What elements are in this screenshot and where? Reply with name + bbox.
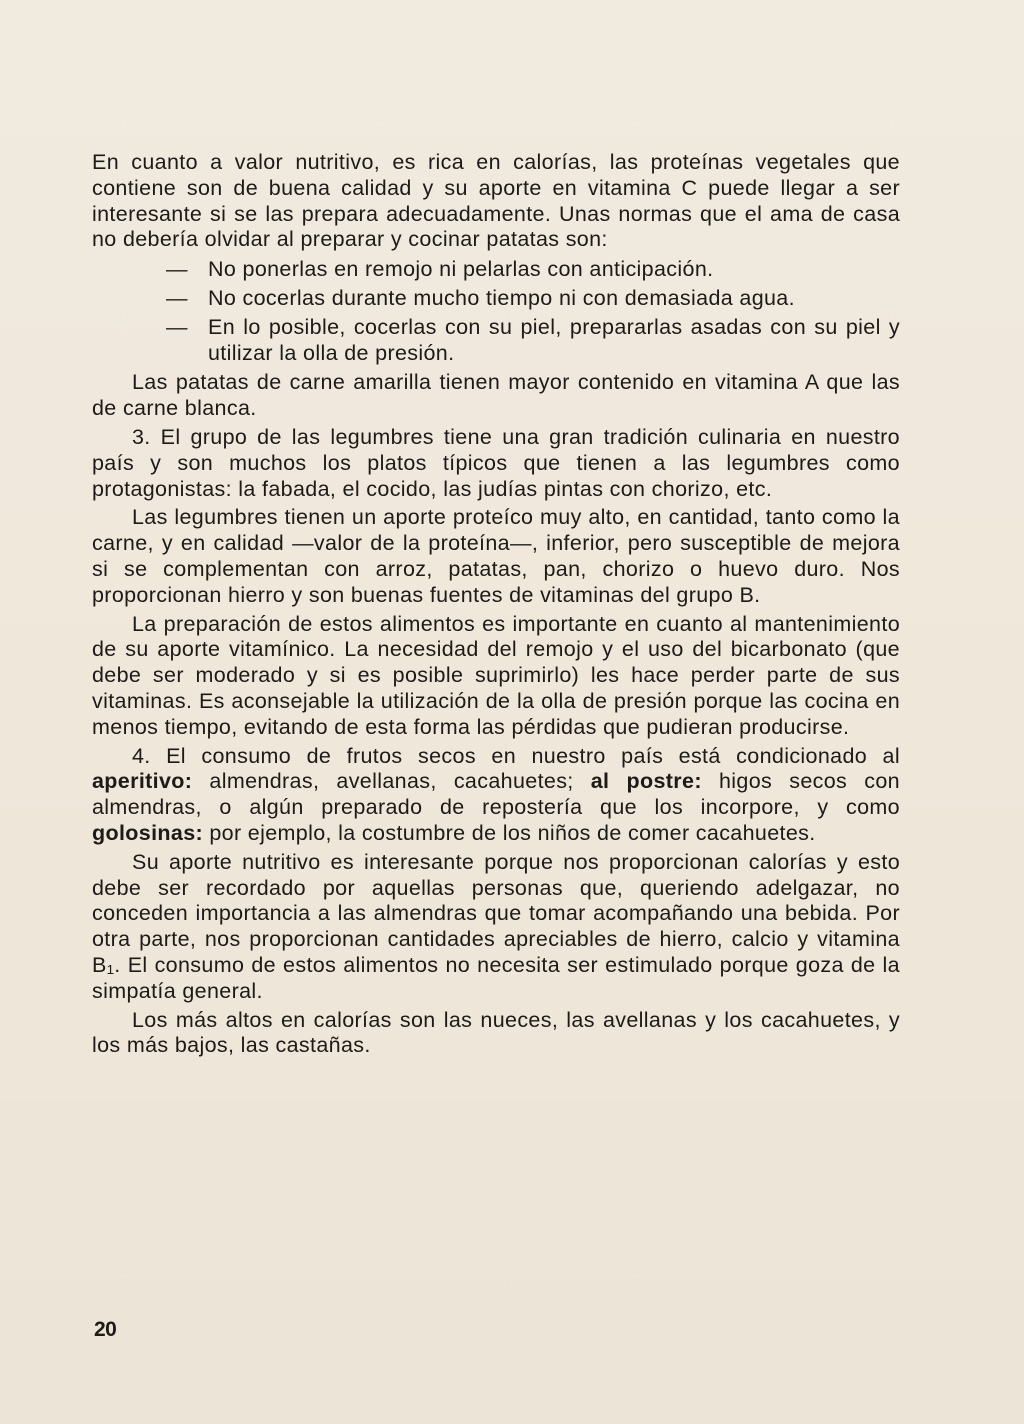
text-run: almendras, avellanas, cacahuetes;: [192, 769, 591, 794]
paragraph-yellow-potatoes: Las patatas de carne amarilla tienen mayor contenido en vitamina A que las de carne blanca.: [92, 370, 900, 421]
dash-marker: —: [166, 285, 188, 310]
dash-marker: —: [166, 257, 188, 282]
page-number: 20: [94, 1318, 117, 1341]
paragraph-dried-fruits: [92, 744, 900, 847]
list-item: [92, 257, 900, 283]
paragraph-nutritional-value: Su aporte nutritivo es interesante porque nos proporcionan calorías y esto debe ser recordado por aquellas personas que, queriendo adelgazar, no conceden importancia a las almendras que tomar acompañando una bebida. Por otra parte, nos proporcionan cantidades apreciables de hierro, calcio y vitamina B₁. El consumo de estos alimentos no necesita ser estimulado porque goza de la simpatía general.: [92, 849, 900, 1003]
list-item-text: No ponerlas en remojo ni pelarlas con anticipación.: [208, 257, 714, 282]
paragraph-legumes-tradition: 3. El grupo de las legumbres tiene una gran tradición culinaria en nuestro país y son muchos los platos típicos que tienen a las legumbres como protagonistas: la fabada, el cocido, las judías pintas con chorizo, etc.: [92, 424, 900, 501]
paragraph-calories: Los más altos en calorías son las nueces, las avellanas y los cacahuetes, y los más bajos, las castañas.: [92, 1007, 900, 1058]
bold-term-aperitivo: aperitivo:: [92, 769, 193, 794]
dash-marker: —: [166, 314, 188, 339]
paragraph-legumes-preparation: La preparación de estos alimentos es importante en cuanto al mantenimiento de su aporte vitamínico. La necesidad del remojo y el uso del bicarbonato (que debe ser moderado y si es posible suprimirlo) les hace perder parte de sus vitaminas. Es aconsejable la utilización de la olla de presión porque las cocina en menos tiempo, evitando de esta forma las pérdidas que pudieran producirse.: [92, 611, 900, 739]
bold-term-postre: al postre:: [590, 769, 702, 794]
list-item: [92, 315, 900, 367]
text-run: higos secos con almendras, o algún preparado de repostería que los incorpore, y como: [92, 769, 900, 820]
bold-term-golosinas: golosinas:: [92, 820, 204, 845]
intro-paragraph: En cuanto a valor nutritivo, es rica en calorías, las proteínas vegetales que contiene son de buena calidad y su aporte en vitamina C puede llegar a ser interesante si se las prepara adecuadamente. Unas normas que el ama de casa no debería olvidar al preparar y cocinar patatas son:: [92, 150, 900, 252]
list-item: [92, 286, 900, 312]
potato-tips-list: [92, 257, 900, 366]
list-item-text: No cocerlas durante mucho tiempo ni con demasiada agua.: [208, 285, 795, 310]
text-run: 4. El consumo de frutos secos en nuestro país está condicionado al: [132, 743, 900, 768]
body-text: [92, 150, 900, 1062]
text-run: por ejemplo, la costumbre de los niños de comer cacahuetes.: [203, 820, 816, 845]
paragraph-legumes-protein: Las legumbres tienen un aporte proteíco muy alto, en cantidad, tanto como la carne, y en calidad —valor de la proteína—, inferior, pero susceptible de mejora si se complementan con arroz, patatas, pan, chorizo o huevo duro. Nos proporcionan hierro y son buenas fuentes de vitaminas del grupo B.: [92, 505, 900, 607]
list-item-text: En lo posible, cocerlas con su piel, prepararlas asadas con su piel y utilizar la olla de presión.: [208, 314, 900, 365]
